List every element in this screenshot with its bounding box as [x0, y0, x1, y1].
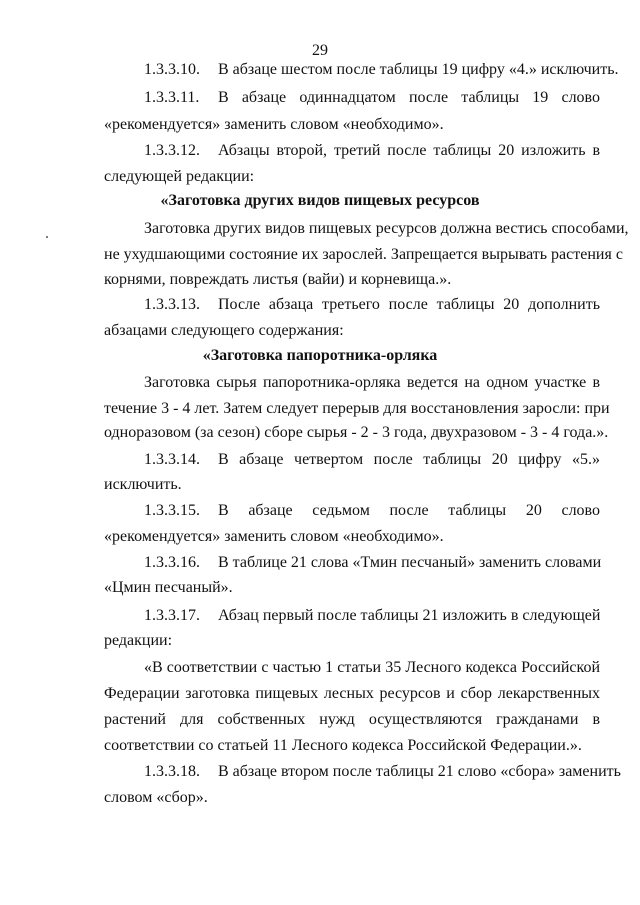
paragraph-1-3-3-18: [144, 762, 621, 782]
paragraph-1-3-3-15-cont: «рекомендуется» заменить словом «необходимо».: [104, 528, 444, 545]
paragraph-1-3-3-12-cont: следующей редакции:: [104, 168, 255, 185]
paragraph-1-3-3-16: [144, 553, 600, 573]
paragraph-number: 1.3.3.15.: [144, 502, 200, 519]
quote-text: не ухудшающими состояние их зарослей. Запрещается вырывать растения с: [104, 246, 623, 263]
paragraph-text: Абзац первый после таблицы 21 изложить в следующей: [218, 607, 601, 624]
paragraph-text: Абзацы второй, третий после таблицы 20 изложить в: [218, 142, 600, 159]
paragraph-1-3-3-16-cont: «Цмин песчаный».: [104, 579, 233, 596]
paragraph-number: 1.3.3.11.: [144, 89, 200, 106]
paragraph-1-3-3-14-cont: исключить.: [104, 476, 182, 493]
quote-heading-food-resources: «Заготовка других видов пищевых ресурсов: [160, 192, 480, 209]
paragraph-1-3-3-15: [144, 501, 600, 521]
paragraph-number: 1.3.3.17.: [144, 607, 200, 624]
page-number: 29: [312, 42, 328, 59]
paragraph-1-3-3-13: [144, 295, 600, 315]
paragraph-number: 1.3.3.18.: [144, 763, 200, 780]
paragraph-1-3-3-10: [144, 60, 619, 80]
paragraph-text: После абзаца третьего после таблицы 20 дополнить: [218, 296, 600, 313]
quote-text: соответствии со статьей 11 Лесного кодекса Российской Федерации.».: [104, 737, 582, 754]
quote-text: Заготовка других видов пищевых ресурсов должна вестись способами,: [144, 220, 629, 237]
paragraph-1-3-3-11: [144, 88, 600, 108]
paragraph-1-3-3-14: [144, 450, 600, 470]
paragraph-1-3-3-11-cont: «рекомендуется» заменить словом «необходимо».: [104, 116, 444, 133]
quote-text: «В соответствии с частью 1 статьи 35 Лесного кодекса Российской: [144, 659, 600, 676]
paragraph-text: В абзаце седьмом после таблицы 20 слово: [218, 502, 600, 519]
quote-text: Заготовка сырья папоротника-орляка ведется на одном участке в: [144, 374, 600, 391]
paragraph-number: 1.3.3.16.: [144, 554, 200, 571]
paragraph-text: В абзаце одиннадцатом после таблицы 19 слово: [218, 89, 600, 106]
paragraph-1-3-3-17-cont: редакции:: [104, 632, 173, 649]
paragraph-1-3-3-17: [144, 606, 600, 626]
paragraph-number: 1.3.3.13.: [144, 296, 200, 313]
quote-text: одноразовом (за сезон) сборе сырья - 2 - 3 года, двухразовом - 3 - 4 года.».: [104, 424, 609, 441]
paragraph-1-3-3-13-cont: абзацами следующего содержания:: [104, 322, 344, 339]
quote-text: Федерации заготовка пищевых лесных ресурсов и сбор лекарственных: [104, 685, 600, 702]
quote-text: течение 3 - 4 лет. Затем следует перерыв для восстановления заросли: при: [104, 400, 610, 417]
paragraph-text: В абзаце втором после таблицы 21 слово «сбора» заменить: [218, 763, 621, 780]
paragraph-text: В абзаце шестом после таблицы 19 цифру «4.» исключить.: [218, 61, 619, 78]
paragraph-text: В таблице 21 слова «Тмин песчаный» заменить словами: [218, 554, 602, 571]
paragraph-text: В абзаце четвертом после таблицы 20 цифру «5.»: [218, 451, 600, 468]
quote-text: растений для собственных нужд осуществляются гражданами в: [104, 711, 600, 728]
paragraph-number: 1.3.3.14.: [144, 451, 200, 468]
paragraph-number: 1.3.3.12.: [144, 142, 200, 159]
quote-text: корнями, повреждать листья (вайи) и корневища.».: [104, 271, 452, 288]
scan-speck: [46, 236, 48, 238]
quote-heading-bracken: «Заготовка папоротника-орляка: [202, 347, 438, 364]
paragraph-number: 1.3.3.10.: [144, 61, 200, 78]
paragraph-1-3-3-18-cont: словом «сбор».: [104, 789, 208, 806]
paragraph-1-3-3-12: [144, 141, 600, 161]
